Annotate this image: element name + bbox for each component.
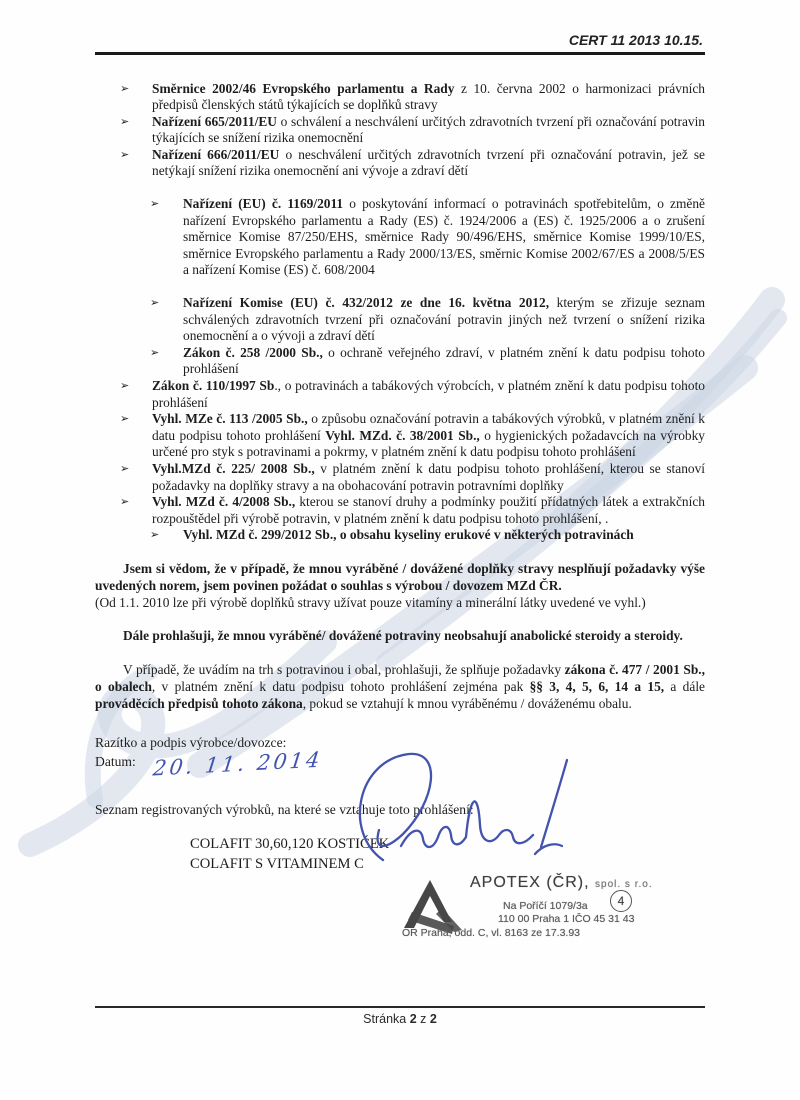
text-segment: Nařízení (EU) č. 1169/2011 — [183, 196, 344, 212]
paragraph — [95, 662, 705, 712]
arrow-bullet-icon: ➢ — [120, 495, 130, 509]
stamp-address2: 110 00 Praha 1 IČO 45 31 43 — [498, 913, 635, 925]
arrow-bullet-icon: ➢ — [120, 147, 130, 161]
regulations-list — [95, 81, 705, 544]
arrow-bullet-icon: ➢ — [150, 345, 160, 359]
text-segment: o poskytování informací o potravinách spotřebitelům, o změně nařízení Evropského parlamentu a Rady (ES) č. 1924/2006 a (ES) č. 1925/2006 a o zrušení směrnice Komise 87/250/EHS, směrnice Rady 90/496/EHS, směrnice Komise 1999/10/ES, směrnice Evropského parlamentu a Rady 2000/13/ES, směrnic Komise 2002/67/ES a 2008/5/ES a nařízení Komise (ES) č. 608/2004 — [183, 196, 705, 278]
company-stamp — [398, 872, 678, 956]
list-item — [95, 295, 705, 345]
text-segment: Stránka — [363, 1011, 410, 1026]
text-segment: kterým se zřizuje seznam schválených zdravotních tvrzení při označování potravin jiných než tvrzení o snížení rizika onemocnění a o vývoji a zdraví dětí — [183, 295, 705, 344]
text-segment: o ochraně veřejného zdraví, v platném znění k datu podpisu tohoto prohlášení — [183, 344, 705, 377]
list-item — [95, 81, 705, 114]
list-item — [95, 494, 705, 527]
stamp-registry: OR Praha, odd. C, vl. 8163 ze 17.3.93 — [402, 927, 581, 939]
text-segment: z 10. června 2002 o harmonizaci právních předpisů členských států týkajících se doplňků stravy — [152, 80, 706, 113]
list-item — [95, 196, 705, 279]
list-item — [95, 345, 705, 378]
text-segment: Zákon č. 110/1997 Sb — [152, 378, 275, 393]
arrow-bullet-icon: ➢ — [120, 114, 130, 128]
text-segment: , v platném znění k datu podpisu tohoto prohlášení zejména pak — [151, 678, 530, 694]
paragraph — [95, 628, 705, 645]
paragraph — [95, 595, 705, 612]
text-segment: v platném znění k datu podpisu tohoto prohlášení, kterou se stanoví požadavky na doplňky stravy a na obohacování potravin potravními doplňky — [152, 460, 706, 493]
text-segment: §§ 3, 4, 5, 6, 14 a 15, — [529, 678, 665, 694]
text-segment: , pokud se vztahují k mnou vyráběnému / dováženému obalu. — [302, 695, 632, 711]
arrow-bullet-icon: ➢ — [150, 296, 160, 310]
text-segment: Jsem si vědom, že v případě, že mnou vyráběné / dovážené doplňky stravy nesplňují požadavky výše uvedených norem, jsem povinen požádat o souhlas s výrobou / dovozem MZd ČR. — [95, 560, 705, 593]
text-segment: 2 — [429, 1011, 437, 1026]
text-segment: o hygienických požadavcích na výrobky určené pro styk s potravinami a pokrmy, v platném znění k datu podpisu tohoto prohlášení — [152, 427, 705, 460]
list-item — [95, 114, 705, 147]
handwritten-date: 20. 11. 2014 — [151, 746, 324, 781]
product-item: COLAFIT S VITAMINEM C — [190, 855, 364, 872]
text-segment: prováděcích předpisů tohoto zákona — [95, 695, 303, 711]
text-segment: a dále — [664, 678, 705, 694]
text-segment: Zákon č. 258 /2000 Sb., — [183, 344, 323, 360]
arrow-bullet-icon: ➢ — [150, 528, 160, 542]
list-item — [95, 461, 705, 494]
arrow-bullet-icon: ➢ — [150, 197, 160, 211]
text-segment: kterou se stanoví druhy a podmínky použití přídatných látek a extrakčních rozpouštědel při výrobě potravin, v platném znění k datu podpisu tohoto prohlášení, . — [152, 494, 705, 526]
signature-handwriting — [335, 732, 605, 877]
text-segment: o schválení a neschválení určitých zdravotních tvrzení při označování potravin týkajících se snížení rizika onemocnění — [152, 113, 705, 146]
text-segment: o způsobu označování potravin a tabákových výrobků, v platném znění k datu podpisu tohoto prohlášení — [152, 411, 705, 443]
text-segment: Nařízení 665/2011/EU — [152, 113, 277, 129]
product-item: COLAFIT 30,60,120 KOSTIČEK — [190, 835, 390, 852]
list-item — [95, 411, 705, 461]
stamp-signature-label: Razítko a podpis výrobce/dovozce: — [95, 734, 287, 750]
page-number — [95, 1012, 705, 1026]
paragraph — [95, 561, 705, 595]
text-segment: Vyhl.MZd č. 225/ 2008 Sb., — [152, 460, 315, 476]
page-footer — [95, 1006, 705, 1026]
text-segment: Nařízení Komise (EU) č. 432/2012 ze dne 16. května 2012, — [183, 295, 550, 311]
text-segment: Vyhl. MZd č. 4/2008 Sb., — [152, 494, 296, 510]
text-segment: zákona č. 477 / 2001 Sb., o obalech — [95, 662, 706, 694]
text-segment: (Od 1.1. 2010 lze při výrobě doplňků stravy užívat pouze vitamíny a minerální látky uvedené ve vyhl.) — [95, 594, 646, 610]
list-item — [95, 147, 705, 180]
arrow-bullet-icon: ➢ — [120, 412, 130, 426]
text-segment: V případě, že uvádím na trh s potravinou i obal, prohlašuji, že splňuje požadavky — [123, 662, 565, 678]
footer-rule — [95, 1006, 705, 1008]
header-rule — [95, 52, 705, 55]
stamp-circled-number: 4 — [610, 890, 632, 912]
text-segment: o neschválení určitých zdravotních tvrzení při označování potravin, jež se netýkají snížení rizika onemocnění ani vývoje a zdraví dětí — [152, 146, 706, 179]
stamp-company-suffix: spol. s r.o. — [595, 879, 653, 890]
date-label: Datum: — [95, 753, 136, 769]
list-item — [95, 378, 705, 411]
text-segment: Směrnice 2002/46 Evropského parlamentu a Rady — [152, 80, 455, 96]
text-segment: Vyhl. MZd. č. 38/2001 Sb., — [325, 427, 480, 443]
text-segment: Vyhl. MZd č. 299/2012 Sb., o obsahu kyseliny erukové v některých potravinách — [183, 527, 634, 543]
text-segment: Nařízení 666/2011/EU — [152, 146, 280, 162]
arrow-bullet-icon: ➢ — [120, 461, 130, 475]
declaration-paragraphs — [95, 561, 705, 713]
arrow-bullet-icon: ➢ — [120, 379, 130, 392]
stamp-company-name — [470, 874, 653, 892]
stamp-address1: Na Poříčí 1079/3a — [503, 900, 588, 912]
text-segment: 2 — [409, 1011, 417, 1026]
text-segment: Vyhl. MZe č. 113 /2005 Sb., — [152, 411, 308, 427]
products-intro: Seznam registrovaných výrobků, na které se vztahuje toto prohlášení: — [95, 801, 474, 817]
list-item — [95, 527, 705, 544]
document-code: CERT 11 2013 10.15. — [568, 32, 703, 48]
text-segment: z — [416, 1011, 430, 1026]
arrow-bullet-icon: ➢ — [120, 81, 130, 95]
text-segment: ., o potravinách a tabákových výrobcích, v platném znění k datu podpisu tohoto prohlášení — [152, 378, 705, 410]
stamp-company: APOTEX (ČR), — [470, 874, 590, 891]
text-segment: Dále prohlašuji, že mnou vyráběné/ dovážené potraviny neobsahují anabolické steroidy a steroidy. — [123, 628, 683, 644]
